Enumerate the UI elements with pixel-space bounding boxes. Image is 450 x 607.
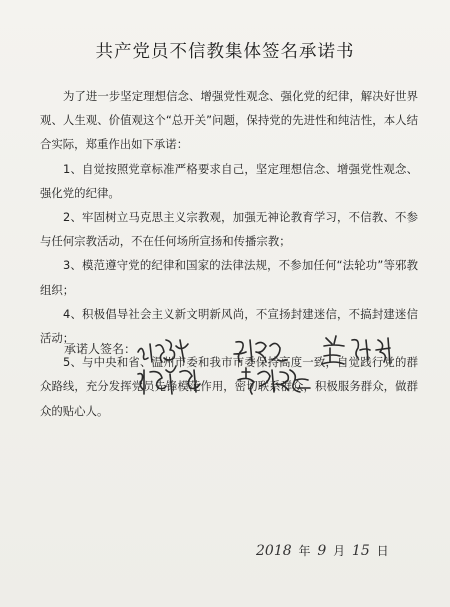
signature-3 <box>322 336 390 364</box>
date-month: 9 <box>317 543 327 559</box>
pledge-item-5: 5、与中央和省、温州市委和我市市委保持高度一致，自觉践行党的群众路线，充分发挥党员先锋模范作用，密切联系群众，积极服务群众，做群众的贴心人。 <box>40 355 418 418</box>
signature-2 <box>234 340 286 362</box>
signature-label: 承诺人签名： <box>64 342 137 356</box>
signature-5 <box>238 368 310 394</box>
date-year: 2018 <box>256 543 292 559</box>
pledge-item-1: 1、自觉按照党章标准严格要求自己，坚定理想信念、增强党性观念、强化党的纪律。 <box>40 161 418 200</box>
date-year-unit: 年 <box>298 544 311 558</box>
document-title: 共产党员不信教集体签名承诺书 <box>95 42 355 62</box>
pledge-item-4: 4、积极倡导社会主义新文明新风尚，不宣扬封建迷信，不搞封建迷信活动； <box>40 306 418 346</box>
date-day: 15 <box>351 543 370 559</box>
pledge-item-3: 3、模范遵守党的纪律和国家的法律法规，不参加任何“法轮功”等邪教组织； <box>40 258 418 297</box>
pledge-item-2: 2、牢固树立马克思主义宗教观，加强无神论教育学习，不信教、不参与任何宗教活动，不在任何场所宣扬和传播宗教； <box>40 210 418 249</box>
intro-paragraph: 为了进一步坚定理想信念、增强党性观念、强化党的纪律，解决好世界观、人生观、价值观这个“总开关”问题，保持党的先进性和纯洁性，本人结合实际，郑重作出如下承诺： <box>40 89 418 152</box>
date-line <box>256 542 392 559</box>
handwritten-signatures <box>130 330 430 400</box>
date-day-unit: 日 <box>376 544 389 558</box>
signature-4 <box>138 366 200 394</box>
signature-1 <box>138 340 188 362</box>
date-month-unit: 月 <box>333 544 346 558</box>
